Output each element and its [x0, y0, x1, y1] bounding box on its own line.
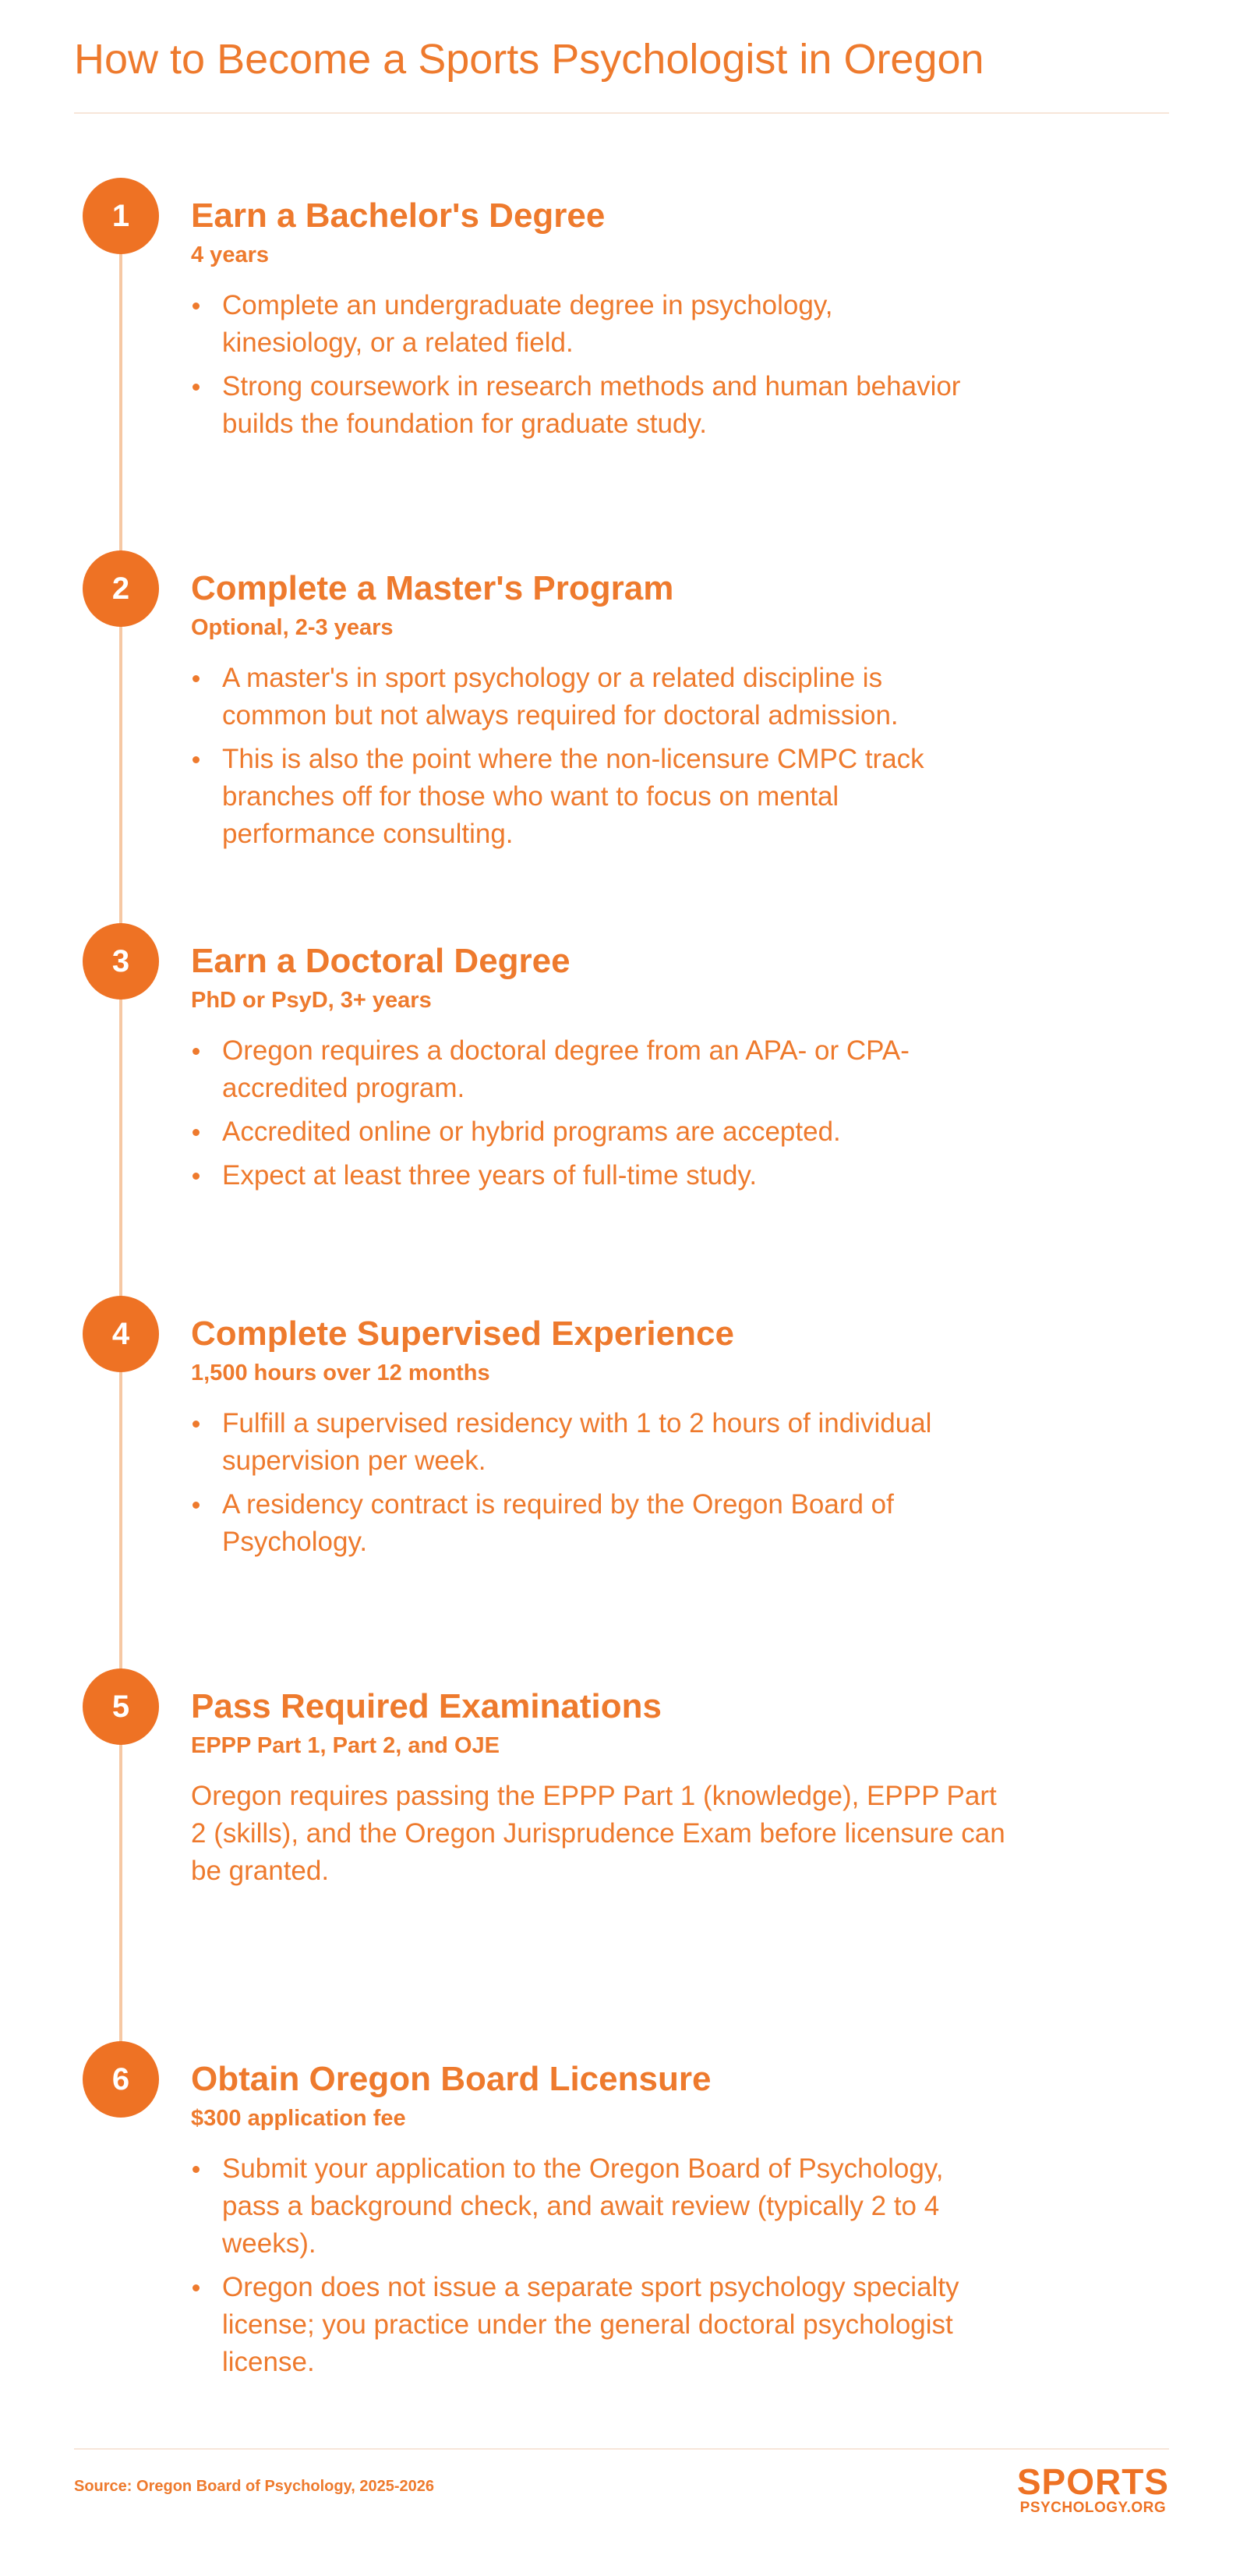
- step-bullet-list: [191, 1032, 978, 1194]
- step-bullet: A residency contract is required by the Oregon Board of Psychology.: [191, 1486, 978, 1561]
- step-duration: EPPP Part 1, Part 2, and OJE: [191, 1733, 500, 1758]
- source-citation: Source: Oregon Board of Psychology, 2025-2026: [74, 2478, 434, 2495]
- step-duration: 1,500 hours over 12 months: [191, 1361, 490, 1385]
- step-number-badge: 1: [83, 178, 159, 254]
- page-title: How to Become a Sports Psychologist in Oregon: [74, 36, 984, 83]
- step-description: Oregon requires passing the EPPP Part 1 (knowledge), EPPP Part 2 (skills), and the Oregon Jurisprudence Exam before licensure can be granted.: [191, 1781, 1005, 1886]
- step-bullet: Strong coursework in research methods and human behavior builds the foundation for graduate study.: [191, 368, 978, 443]
- step-number-badge: 2: [83, 550, 159, 627]
- step-number-badge: 3: [83, 923, 159, 1000]
- step-title: Earn a Bachelor's Degree: [191, 196, 606, 235]
- header-divider: [74, 112, 1169, 114]
- step-bullet: Expect at least three years of full-time study.: [191, 1157, 978, 1194]
- step-title: Obtain Oregon Board Licensure: [191, 2060, 712, 2098]
- logo-subtext: PSYCHOLOGY.ORG: [1019, 2500, 1167, 2516]
- step-bullet-list: [191, 1405, 978, 1561]
- step-number-badge: 6: [83, 2041, 159, 2118]
- step-bullet: Accredited online or hybrid programs are accepted.: [191, 1113, 978, 1151]
- step-content: [191, 1686, 1005, 1890]
- step-bullet: Submit your application to the Oregon Board of Psychology, pass a background check, and await review (typically 2 to 4 weeks).: [191, 2150, 978, 2263]
- step-title: Complete a Master's Program: [191, 569, 674, 607]
- step-content: [191, 568, 1001, 859]
- footer-divider: [74, 2448, 1169, 2450]
- step-content: [191, 195, 1001, 449]
- step-bullet: Oregon requires a doctoral degree from an APA- or CPA-accredited program.: [191, 1032, 978, 1107]
- step-bullet: Fulfill a supervised residency with 1 to 2 hours of individual supervision per week.: [191, 1405, 978, 1480]
- step-bullet-list: [191, 660, 978, 853]
- step-duration: Optional, 2-3 years: [191, 615, 394, 640]
- site-logo: [1016, 2461, 1169, 2517]
- step-number-badge: 4: [83, 1296, 159, 1372]
- step-content: [191, 940, 1001, 1201]
- step-content: [191, 2058, 1001, 2387]
- step-bullet: Oregon does not issue a separate sport psychology specialty license; you practice under the general doctoral psychologist license.: [191, 2269, 978, 2381]
- step-duration: 4 years: [191, 242, 269, 267]
- step-bullet: This is also the point where the non-licensure CMPC track branches off for those who want to focus on mental performance consulting.: [191, 741, 978, 853]
- step-bullet: A master's in sport psychology or a related discipline is common but not always required for doctoral admission.: [191, 660, 978, 734]
- step-title: Pass Required Examinations: [191, 1687, 662, 1725]
- step-content: [191, 1313, 1001, 1567]
- step-duration: $300 application fee: [191, 2106, 406, 2131]
- step-number-badge: 5: [83, 1668, 159, 1745]
- timeline-line: [119, 214, 122, 2078]
- step-bullet: Complete an undergraduate degree in psychology, kinesiology, or a related field.: [191, 287, 978, 362]
- step-bullet-list: [191, 287, 978, 443]
- step-title: Complete Supervised Experience: [191, 1315, 734, 1353]
- logo-wordmark: SPORTS: [1016, 2461, 1169, 2502]
- step-bullet-list: [191, 2150, 978, 2381]
- step-duration: PhD or PsyD, 3+ years: [191, 988, 432, 1013]
- step-title: Earn a Doctoral Degree: [191, 942, 571, 980]
